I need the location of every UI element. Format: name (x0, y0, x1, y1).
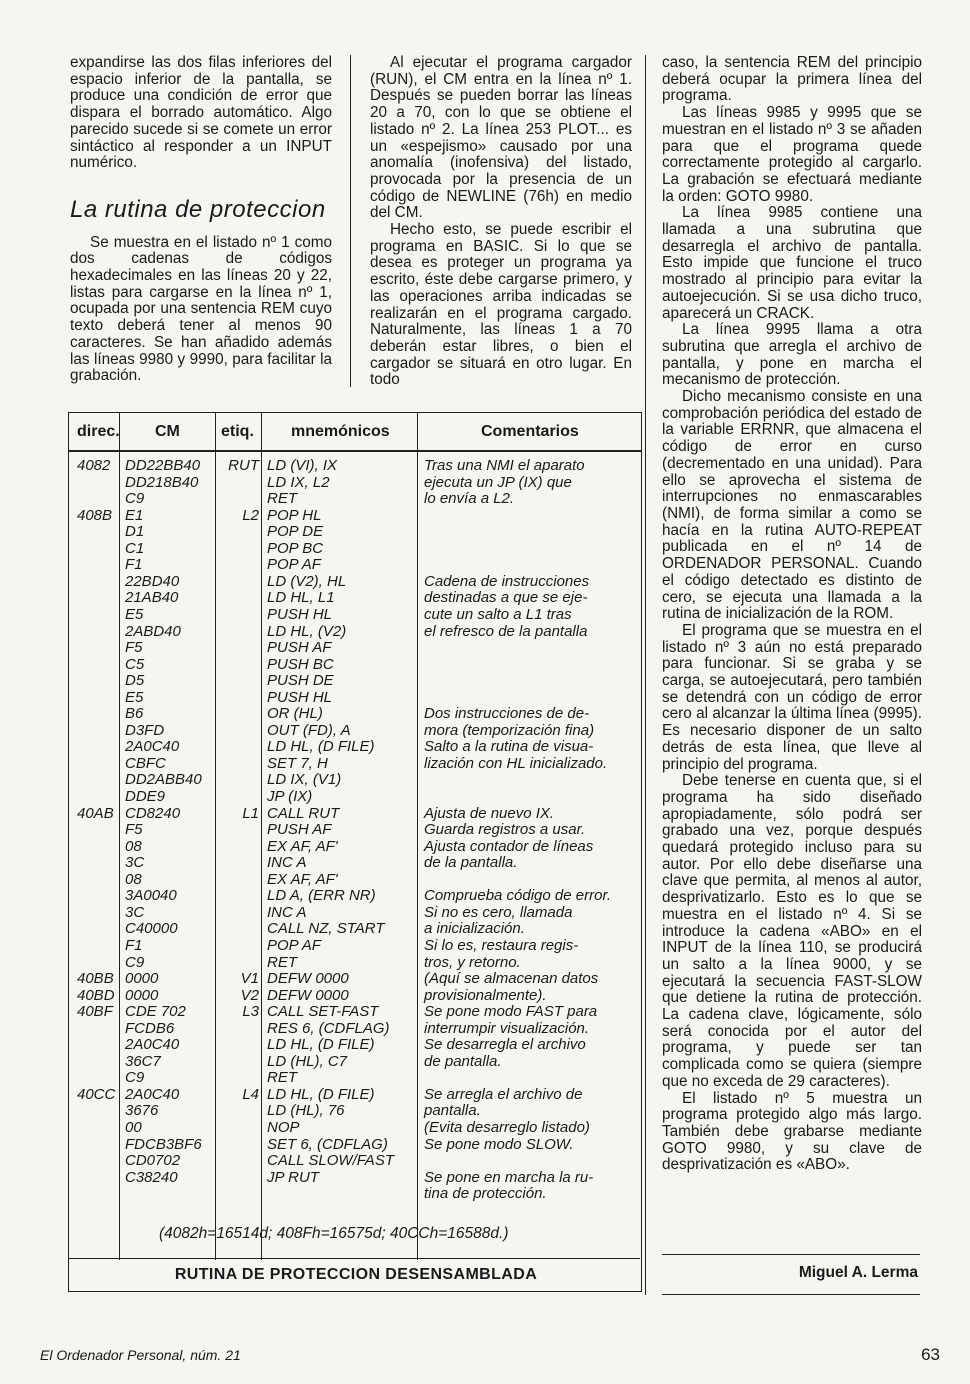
table-row (69, 772, 643, 789)
paragraph: La línea 9985 contiene una llamada a una subrutina que desarregla el archivo de pantalla. Esto impide que funcione el truco mostrado al principio para evitar la autoejecución. Si se usa dicho truco, aparecerá un CRACK. (662, 204, 922, 322)
cell-cm: C9 (125, 490, 145, 508)
table-row (69, 475, 643, 492)
cell-cm: DD22BB40 (125, 457, 201, 474)
cell-mn: POP AF (267, 556, 321, 574)
cell-co: Salto a la rutina de visua- (424, 738, 594, 756)
cell-mn: LD A, (ERR NR) (267, 887, 376, 905)
cell-et: V1 (240, 970, 259, 988)
section-heading: La rutina de proteccion (70, 195, 326, 223)
cell-dir: 40BF (77, 1003, 113, 1021)
cell-cm: E1 (125, 506, 144, 524)
text-column-1 (70, 55, 332, 385)
cell-co: Comprueba código de error. (424, 887, 612, 905)
table-row (69, 1153, 643, 1170)
cell-cm: 08 (125, 837, 142, 855)
table-row (69, 971, 643, 988)
cell-mn: JP RUT (267, 1168, 319, 1186)
cell-mn: LD (HL), 76 (267, 1102, 345, 1120)
column-divider (350, 55, 351, 387)
table-row (69, 988, 643, 1005)
cell-cm: DDE9 (125, 788, 166, 805)
cell-co: Guarda registros a usar. (424, 821, 586, 839)
table-row (69, 690, 643, 707)
disassembly-table (68, 412, 642, 1292)
table-header (68, 412, 642, 452)
cell-et: V2 (240, 986, 259, 1004)
table-body (68, 452, 642, 1260)
cell-mn: LD (V2), HL (267, 572, 347, 590)
cell-mn: LD HL, L1 (267, 589, 335, 607)
cell-cm: 36C7 (125, 1052, 161, 1070)
cell-cm: 2A0C40 (125, 738, 180, 756)
cell-cm: 2ABD40 (125, 622, 181, 640)
cell-cm: DD218B40 (125, 473, 199, 491)
cell-cm: 21AB40 (125, 589, 179, 607)
cell-mn: LD HL, (D FILE) (267, 1036, 375, 1054)
cell-cm: C9 (125, 1069, 145, 1087)
cell-mn: RES 6, (CDFLAG) (267, 1019, 390, 1037)
table-row (69, 723, 643, 740)
cell-cm: C5 (125, 655, 145, 673)
header-comentarios: Comentarios (481, 423, 579, 440)
cell-co: tina de protección. (424, 1185, 547, 1203)
cell-mn: PUSH BC (267, 655, 334, 673)
signature-rule (662, 1294, 920, 1295)
cell-co: lización con HL inicializado. (424, 754, 608, 772)
column-divider (645, 55, 646, 1295)
cell-et: L4 (242, 1085, 259, 1103)
cell-mn: LD IX, (V1) (267, 771, 342, 789)
cell-cm: D5 (125, 672, 145, 690)
cell-cm: C1 (125, 539, 145, 557)
table-row (69, 706, 643, 723)
cell-mn: SET 7, H (267, 754, 328, 772)
cell-mn: RET (267, 953, 297, 971)
cell-cm: 00 (125, 1119, 142, 1136)
cell-mn: CALL SET-FAST (267, 1003, 379, 1021)
text-column-2 (370, 55, 632, 389)
cell-cm: DD2ABB40 (125, 771, 202, 789)
cell-mn: CALL NZ, START (267, 920, 385, 938)
cell-mn: EX AF, AF' (267, 837, 338, 855)
table-row (69, 872, 643, 889)
cell-mn: LD (HL), C7 (267, 1052, 348, 1070)
cell-cm: F1 (125, 936, 143, 954)
table-row (69, 1137, 643, 1154)
table-row (69, 1037, 643, 1054)
cell-cm: D3FD (125, 721, 165, 739)
cell-mn: DEFW 0000 (267, 986, 349, 1004)
paragraph: expandirse las dos filas inferiores del espacio inferior de la pantalla, se produce una condición de error que dispara el borrado automático. Algo parecido sucede si se comete un error sintáctico al responder a un INPUT numérico. (70, 54, 332, 172)
cell-dir: 40BB (77, 970, 114, 988)
cell-mn: CALL SLOW/FAST (267, 1152, 394, 1170)
cell-mn: NOP (267, 1119, 300, 1136)
table-row (69, 739, 643, 756)
cell-cm: 22BD40 (125, 572, 180, 590)
cell-cm: 0000 (125, 986, 159, 1004)
table-row (69, 640, 643, 657)
cell-mn: OR (HL) (267, 705, 323, 723)
cell-mn: DEFW 0000 (267, 970, 349, 988)
cell-cm: D1 (125, 523, 145, 541)
header-etiq: etiq. (221, 423, 254, 440)
cell-mn: EX AF, AF' (267, 870, 338, 888)
table-row (69, 1120, 643, 1137)
paragraph: El listado nº 5 muestra un programa protegido algo más largo. También debe grabarse mediante GOTO 9980, y su clave de desprivatización es «ABO». (662, 1089, 922, 1174)
cell-cm: FDCB3BF6 (125, 1135, 202, 1153)
table-row (69, 1021, 643, 1038)
table-row (69, 673, 643, 690)
table-row (69, 1186, 643, 1203)
cell-co: cute un salto a L1 tras (424, 605, 572, 623)
cell-co: de la pantalla. (424, 854, 518, 872)
cell-cm: C9 (125, 953, 145, 971)
table-row (69, 508, 643, 525)
paragraph: El programa que se muestra en el listado nº 3 aún no está preparado para funcionar. Si se graba y se carga, se autoejecutará, pero también se detendrá con un código de error cero al alcanzar la última línea (9995). Es necesario disponer de un salto detrás de esta línea, que lleve al principio del programa. (662, 621, 922, 773)
cell-mn: RET (267, 490, 297, 508)
cell-cm: 0000 (125, 970, 159, 988)
paragraph: Dicho mecanismo consiste en una comprobación periódica del estado de la variable ERRNR, que almacena el código de error en curso (decrementado en una unidad). Para ello se aprovecha el sistema de interrupciones no enmascarables (NMI), de forma similar a como se hacía en la rutina AUTO-REPEAT publicada en el nº 14 de ORDENADOR PERSONAL. Cuando el código detectado es distinto de cero, se ejecuta una llamada a la rutina de inicialización de la ROM. (662, 388, 922, 623)
cell-co: Dos instrucciones de de- (424, 705, 590, 723)
cell-cm: E5 (125, 605, 144, 623)
paragraph: caso, la sentencia REM del principio deberá ocupar la primera línea del programa. (662, 54, 922, 105)
cell-co: Ajusta contador de líneas (424, 837, 594, 855)
cell-mn: POP DE (267, 523, 324, 541)
cell-co: Se pone modo SLOW. (424, 1135, 574, 1153)
table-row (69, 905, 643, 922)
table-row (69, 756, 643, 773)
table-row (69, 524, 643, 541)
table-row (69, 955, 643, 972)
table-row (69, 458, 643, 475)
table-row (69, 921, 643, 938)
cell-et: L3 (242, 1003, 259, 1021)
cell-co: interrumpir visualización. (424, 1019, 590, 1037)
magazine-footer: El Ordenador Personal, núm. 21 (40, 1347, 241, 1363)
cell-mn: PUSH HL (267, 605, 333, 623)
cell-co: de pantalla. (424, 1052, 502, 1070)
table-row (69, 888, 643, 905)
paragraph: Debe tenerse en cuenta que, si el programa ha sido diseñado apropiadamente, sólo podrá ser grabado una vez, porque después quedará protegido incluso para su autor. Por ello debe diseñarse una clave que permita, al menos al autor, desprivatizarlo. Esto es lo que se muestra en el listado nº 4. Si se introduce la cadena «ABO» en el INPUT de la línea 110, se producirá un salto a la línea 9000, y se ejecutará la secuencia FAST-SLOW que detiene la rutina de protección. La cadena clave, lógicamente, sólo será conocida por el autor del programa, y puede ser tan complicada como se quiera (siempre que no exceda de 29 caracteres). (662, 772, 922, 1090)
cell-cm: CD8240 (125, 804, 181, 822)
cell-mn: PUSH DE (267, 672, 334, 690)
table-row (69, 1103, 643, 1120)
cell-mn: PUSH AF (267, 639, 332, 657)
cell-dir: 40AB (77, 804, 114, 822)
table-row (69, 607, 643, 624)
table-row (69, 491, 643, 508)
table-row (69, 806, 643, 823)
cell-mn: JP (IX) (267, 788, 313, 805)
table-row (69, 1070, 643, 1087)
cell-co: Si lo es, restaura regis- (424, 936, 579, 954)
cell-cm: 3C (125, 903, 145, 921)
table-caption: RUTINA DE PROTECCION DESENSAMBLADA (174, 1266, 538, 1283)
cell-cm: CBFC (125, 754, 166, 772)
table-row (69, 1087, 643, 1104)
cell-et: L1 (242, 804, 259, 822)
cell-cm: B6 (125, 705, 144, 723)
cell-mn: LD HL, (D FILE) (267, 1085, 375, 1103)
table-row (69, 789, 643, 806)
cell-co: Se pone modo FAST para (424, 1003, 598, 1021)
cell-et: RUT (228, 457, 259, 474)
cell-mn: CALL RUT (267, 804, 340, 822)
cell-cm: 2A0C40 (125, 1036, 180, 1054)
cell-dir: 4082 (77, 457, 111, 474)
cell-co: a inicialización. (424, 920, 525, 938)
table-row (69, 1054, 643, 1071)
cell-mn: SET 6, (CDFLAG) (267, 1135, 388, 1153)
cell-dir: 40BD (77, 986, 115, 1004)
table-row (69, 1170, 643, 1187)
cell-co: Se arregla el archivo de (424, 1085, 583, 1103)
cell-dir: 40CC (77, 1085, 116, 1103)
cell-co: Se pone en marcha la ru- (424, 1168, 594, 1186)
table-row (69, 657, 643, 674)
cell-cm: 3676 (125, 1102, 159, 1120)
cell-mn: LD HL, (V2) (267, 622, 347, 640)
cell-mn: LD IX, L2 (267, 473, 330, 491)
paragraph: Las líneas 9985 y 9995 que se muestran en el listado nº 3 se añaden para que el programa quede correctamente protegido al cargarlo. La grabación se efectuará mediante la orden: GOTO 9980. (662, 104, 922, 205)
paragraph: Al ejecutar el programa cargador (RUN), el CM entra en la línea nº 1. Después se pueden borrar las líneas 20 a 70, con lo que se obtiene el listado nº 2. La línea 253 PLOT... es un «espejismo» causado por una anomalía (inofensiva) del listado, provocada por la presencia de un código de NEWLINE (76h) en medio del CM. (370, 54, 632, 222)
cell-mn: LD HL, (D FILE) (267, 738, 375, 756)
table-row (69, 541, 643, 558)
cell-co: Cadena de instrucciones (424, 572, 590, 590)
table-row (69, 557, 643, 574)
paragraph: Se muestra en el listado nº 1 como dos cadenas de códigos hexadecimales en las líneas 20 y 22, listas para cargarse en la línea nº 1, ocupada por una sentencia REM cuyo texto deberá tener al menos 90 caracteres. Se han añadido además las líneas 9980 y 9990, para facilitar la grabación. (70, 233, 332, 385)
header-cm: CM (155, 423, 180, 440)
cell-co: Ajusta de nuevo IX. (424, 804, 555, 822)
address-formula: (4082h=16514d; 408Fh=16575d; 40CCh=16588d.) (159, 1225, 509, 1242)
cell-co: ejecuta un JP (IX) que (424, 473, 572, 491)
header-direc: direc. (77, 423, 120, 440)
cell-cm: 08 (125, 870, 142, 888)
table-row (69, 624, 643, 641)
cell-co: destinadas a que se eje- (424, 589, 588, 607)
text-column-3 (662, 55, 922, 1174)
cell-co: provisionalmente). (424, 986, 547, 1004)
table-row (69, 590, 643, 607)
cell-cm: CDE 702 (125, 1003, 186, 1021)
cell-cm: F5 (125, 821, 143, 839)
cell-co: lo envía a L2. (424, 490, 515, 508)
cell-co: mora (temporización fina) (424, 721, 595, 739)
cell-mn: INC A (267, 854, 307, 872)
cell-dir: 408B (77, 506, 113, 524)
signature-rule (662, 1254, 920, 1255)
table-row (69, 938, 643, 955)
cell-mn: RET (267, 1069, 297, 1087)
cell-cm: FCDB6 (125, 1019, 175, 1037)
cell-co: Tras una NMI el aparato (424, 457, 585, 474)
paragraph: La línea 9995 llama a otra subrutina que arregla el archivo de pantalla, y pone en marcha el mecanismo de protección. (662, 321, 922, 389)
cell-cm: 2A0C40 (125, 1085, 180, 1103)
cell-mn: POP HL (267, 506, 322, 524)
cell-cm: C38240 (125, 1168, 178, 1186)
table-row (69, 822, 643, 839)
cell-mn: POP AF (267, 936, 321, 954)
cell-co: pantalla. (424, 1102, 481, 1120)
cell-et: L2 (242, 506, 259, 524)
cell-co: Se desarregla el archivo (424, 1036, 586, 1054)
cell-cm: 3A0040 (125, 887, 177, 905)
cell-co: (Evita desarreglo listado) (424, 1119, 590, 1136)
cell-mn: INC A (267, 903, 307, 921)
cell-cm: C40000 (125, 920, 178, 938)
cell-cm: E5 (125, 688, 144, 706)
table-row (69, 574, 643, 591)
cell-co: tros, y retorno. (424, 953, 521, 971)
cell-cm: 3C (125, 854, 145, 872)
cell-cm: CD0702 (125, 1152, 181, 1170)
author-signature: Miguel A. Lerma (798, 1264, 918, 1281)
cell-mn: LD (VI), IX (267, 457, 338, 474)
table-footer (68, 1220, 642, 1292)
cell-co: (Aquí se almacenan datos (424, 970, 599, 988)
cell-mn: PUSH AF (267, 821, 332, 839)
paragraph: Hecho esto, se puede escribir el programa en BASIC. Si lo que se desea es proteger un programa ya escrito, éste debe cargarse primero, y las operaciones arriba indicadas se realizarán en el programa cargado. Naturalmente, las líneas 1 a 70 deberán estar libres, o bien el cargador se situará en otro lugar. En todo (370, 221, 632, 389)
cell-mn: POP BC (267, 539, 324, 557)
table-row (69, 855, 643, 872)
cell-co: el refresco de la pantalla (424, 622, 588, 640)
header-mnemonicos: mnemónicos (291, 423, 390, 440)
table-row (69, 839, 643, 856)
table-row (69, 1004, 643, 1021)
cell-cm: F5 (125, 639, 143, 657)
cell-mn: PUSH HL (267, 688, 333, 706)
cell-co: Si no es cero, llamada (424, 903, 573, 921)
cell-mn: OUT (FD), A (267, 721, 351, 739)
cell-cm: F1 (125, 556, 143, 574)
page-number: 63 (921, 1345, 940, 1364)
